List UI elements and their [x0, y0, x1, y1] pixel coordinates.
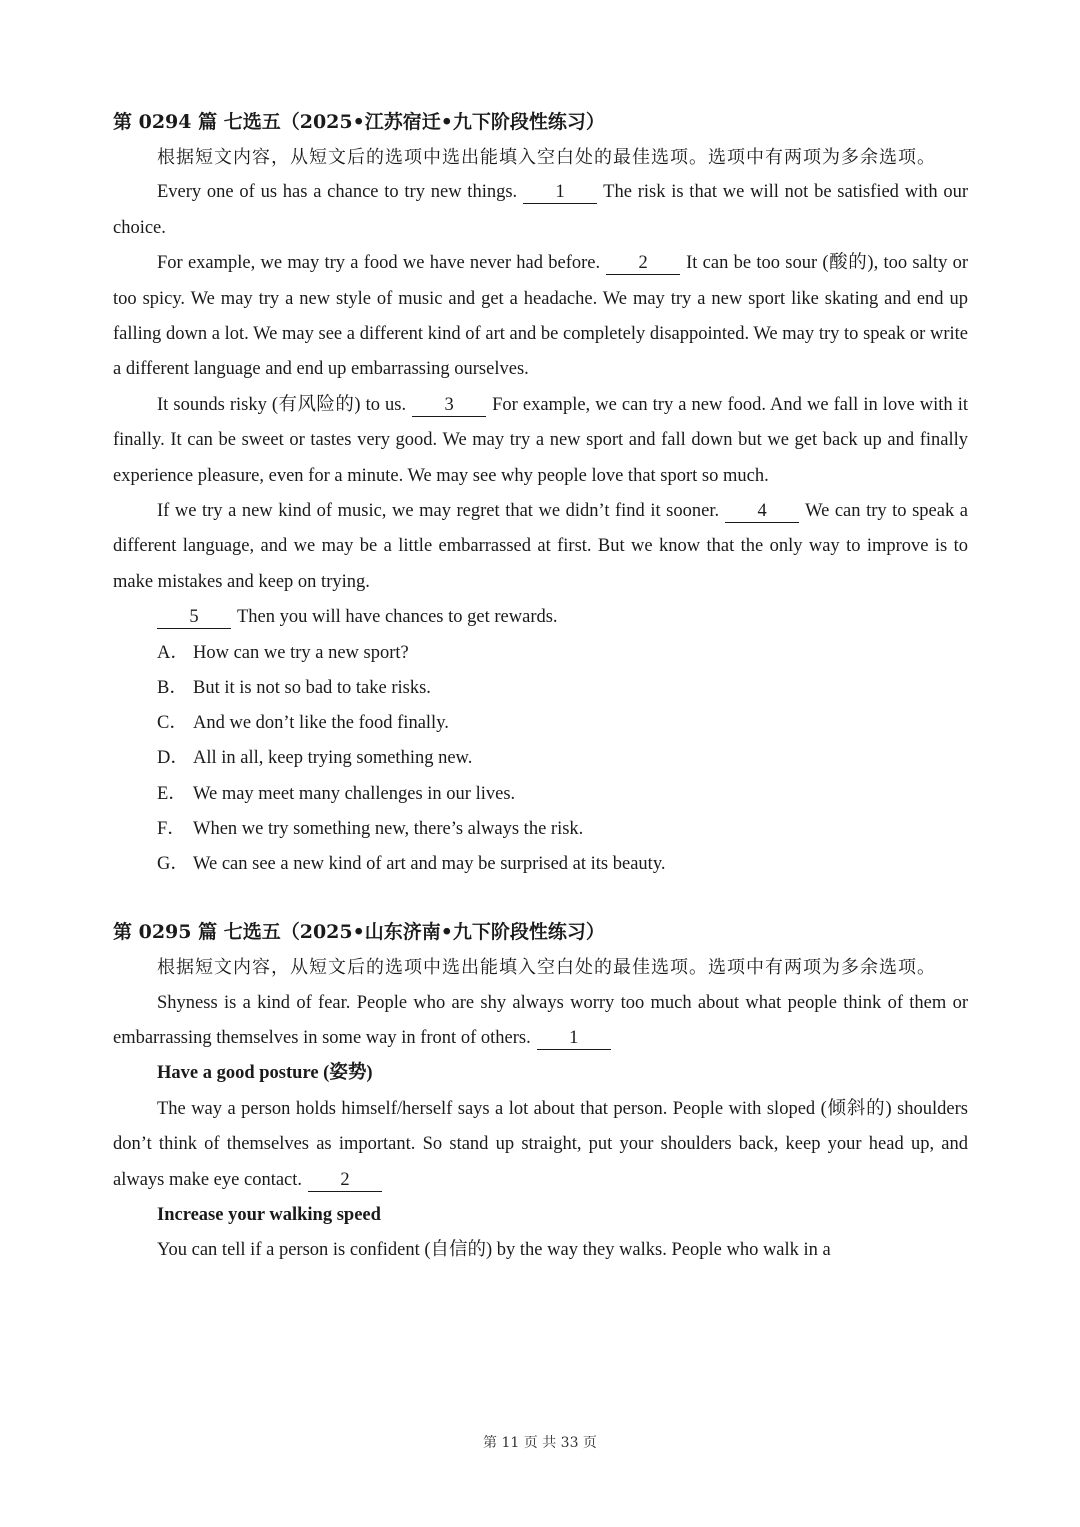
passage-paragraph: It sounds risky (有风险的) to us. 3 For example, we can try a new food. And we fall in love with it finally. It can be sweet or tastes very good. We may try a new sport and fall down but we get back up and finally experience pleasure, even for a minute. We may see why people love that sport so much.	[113, 394, 968, 486]
subheading-walking-speed: Increase your walking speed	[157, 1204, 381, 1225]
blank-1: 1	[537, 1027, 611, 1050]
section-0294-instruction: 根据短文内容，从短文后的选项中选出能填入空白处的最佳选项。选项中有两项为多余选项。	[157, 147, 936, 168]
subheading-posture: Have a good posture (姿势)	[157, 1063, 373, 1084]
page-footer: 第 11 页 共 33 页	[483, 1435, 597, 1451]
blank-2: 2	[606, 252, 680, 275]
options-list	[113, 636, 968, 882]
passage-paragraph: Every one of us has a chance to try new things. 1 The risk is that we will not be satisfied with our choice.	[113, 182, 969, 238]
blank-3: 3	[412, 394, 486, 417]
option-f: F． When we try something new, there’s always the risk.	[157, 818, 584, 839]
passage-paragraph: Shyness is a kind of fear. People who are shy always worry too much about what people think of them or embarrassing themselves in some way in front of others. 1	[113, 992, 968, 1048]
document-page	[113, 104, 968, 1269]
section-0295-instruction: 根据短文内容，从短文后的选项中选出能填入空白处的最佳选项。选项中有两项为多余选项。	[157, 957, 936, 979]
passage-paragraph: If we try a new kind of music, we may regret that we didn’t find it sooner. 4 We can try to speak a different language, and we may be a little embarrassed at first. But we know that the only way to improve is to make mistakes and keep on trying.	[113, 501, 968, 592]
blank-1: 1	[523, 181, 597, 204]
blank-5: 5	[157, 606, 231, 629]
option-d: D． All in all, keep trying something new.	[157, 748, 473, 769]
option-g: G． We can see a new kind of art and may be surprised at its beauty.	[157, 853, 666, 874]
passage-paragraph: You can tell if a person is confident (自信的) by the way they walks. People who walk in a	[157, 1240, 831, 1261]
passage-paragraph: 5 Then you will have chances to get rewards.	[113, 600, 968, 635]
option-a: A． How can we try a new sport?	[157, 642, 409, 663]
blank-2: 2	[308, 1169, 382, 1192]
blank-4: 4	[725, 500, 799, 523]
passage-paragraph: For example, we may try a food we have never had before. 2 It can be too sour (酸的), too salty or too spicy. We may try a new style of music and get a headache. We may try a new sport like skating and end up falling down a lot. We may see a different kind of art and be completely disappointed. We may try to speak or write a different language and end up embarrassing ourselves.	[113, 253, 968, 380]
section-0295-title: 第 0295 篇 七选五（2025•山东济南•九下阶段性练习）	[113, 921, 605, 944]
section-0294-title: 第 0294 篇 七选五（2025•江苏宿迁•九下阶段性练习）	[113, 111, 605, 133]
option-c: C． And we don’t like the food finally.	[157, 713, 449, 734]
option-e: E． We may meet many challenges in our lives.	[157, 783, 516, 804]
option-b: B． But it is not so bad to take risks.	[157, 677, 431, 698]
passage-paragraph: The way a person holds himself/herself says a lot about that person. People with sloped (倾斜的) shoulders don’t think of themselves as important. So stand up straight, put your shoulders back, keep your head up, and always make eye contact. 2	[113, 1098, 968, 1190]
